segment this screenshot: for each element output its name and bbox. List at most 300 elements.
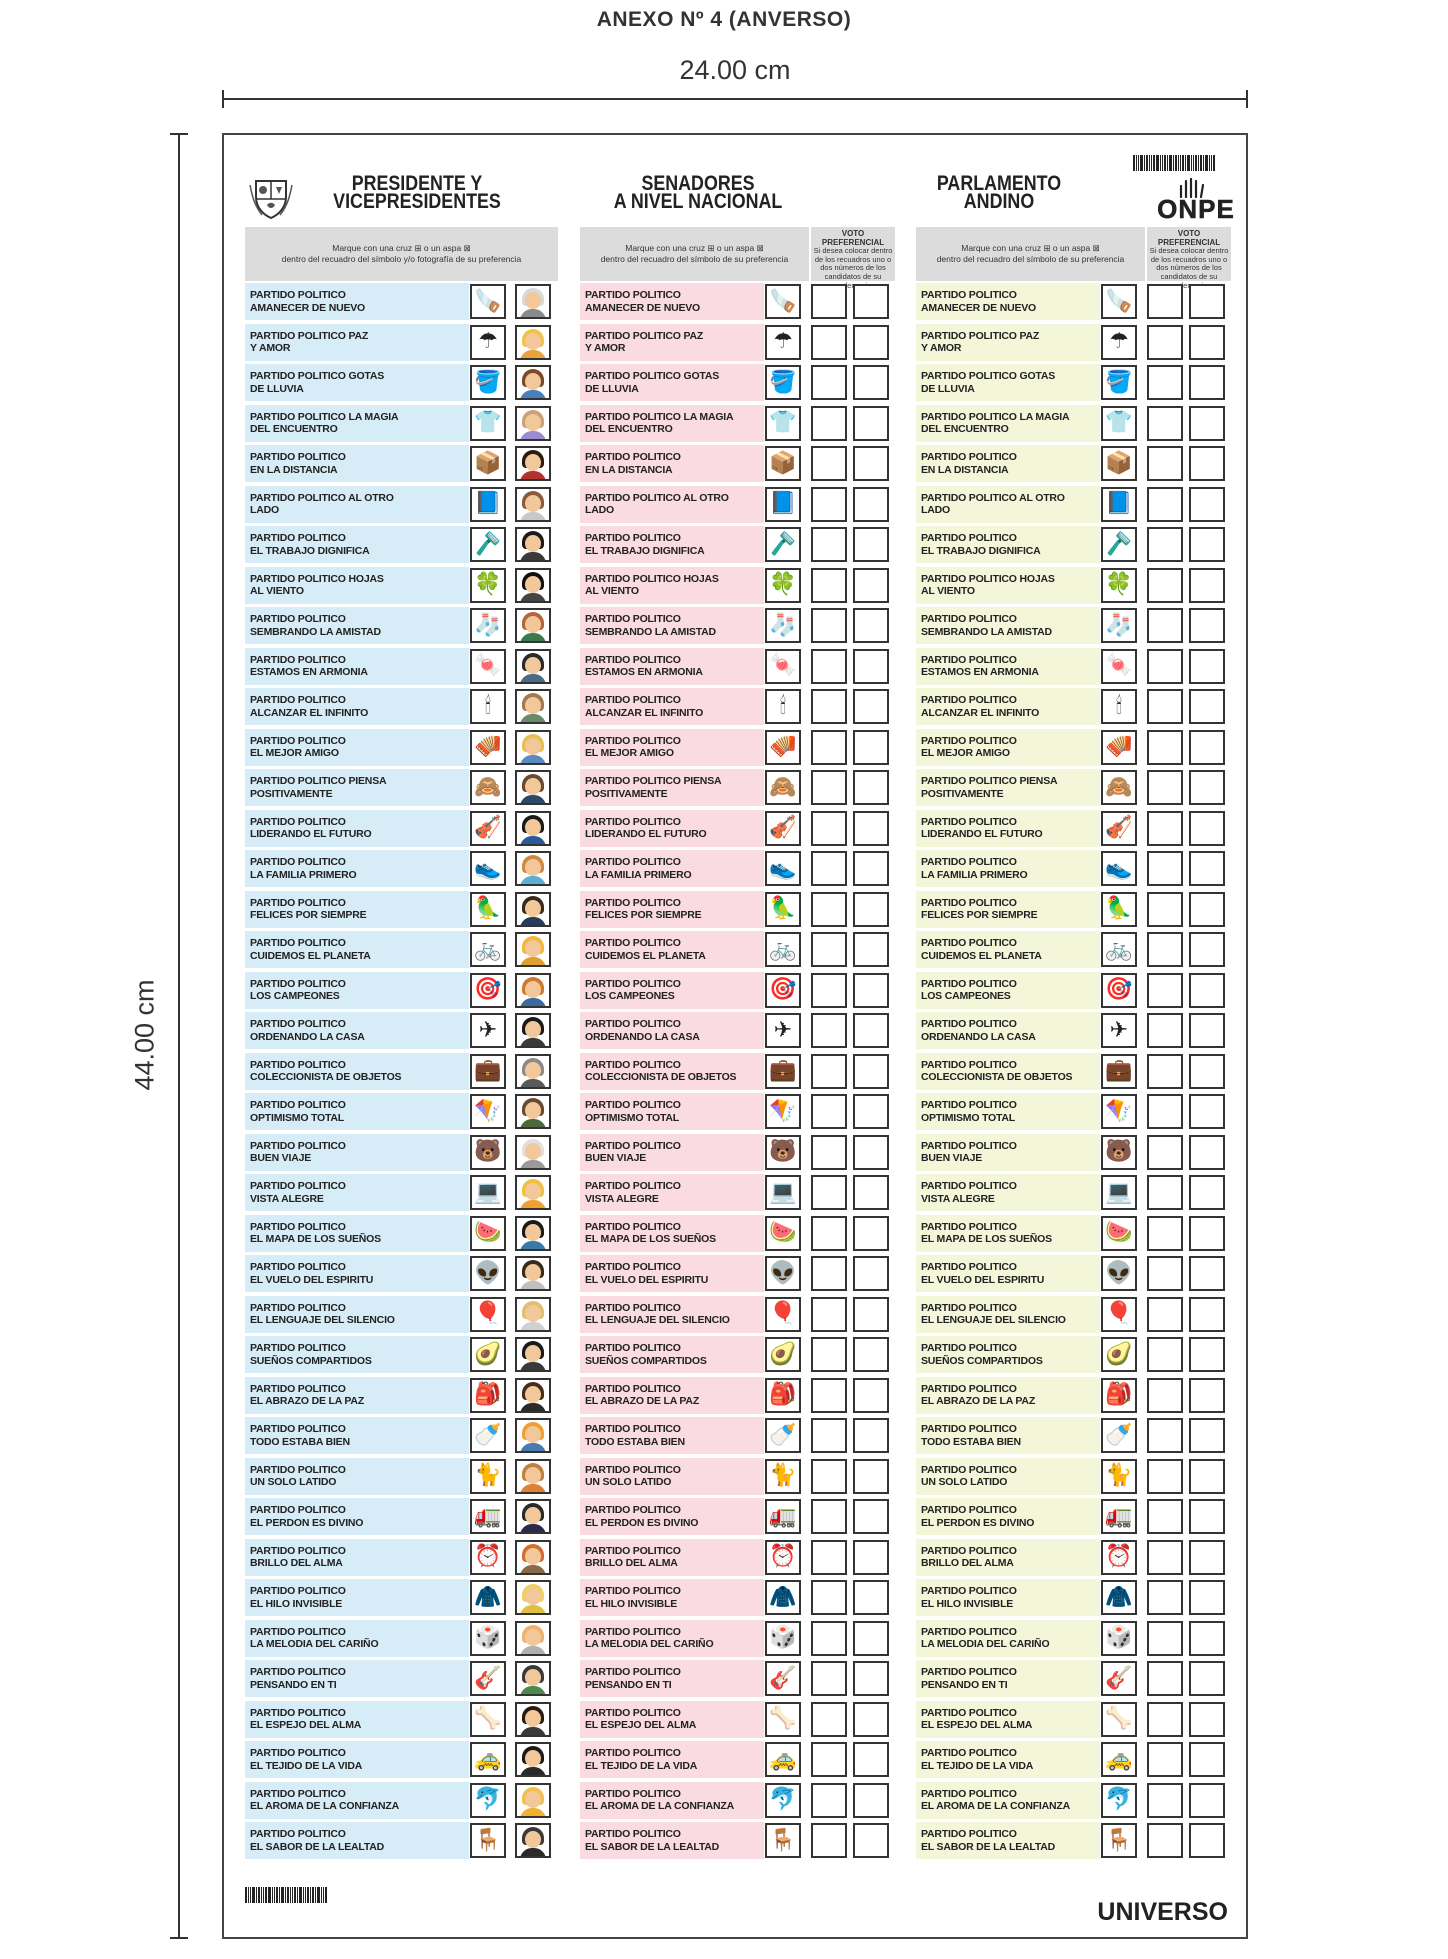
party-symbol-box-andino[interactable]	[1101, 1621, 1137, 1656]
candidate-photo[interactable]	[515, 1783, 551, 1818]
preferential-vote-box-senadores-1[interactable]	[811, 811, 847, 846]
preferential-vote-box-senadores-1[interactable]	[811, 1094, 847, 1129]
candidate-photo[interactable]	[515, 487, 551, 522]
candidate-photo[interactable]	[515, 649, 551, 684]
party-symbol-box-andino[interactable]	[1101, 1094, 1137, 1129]
preferential-vote-box-andino-1[interactable]	[1147, 811, 1183, 846]
preferential-vote-box-andino-1[interactable]	[1147, 689, 1183, 724]
preferential-vote-box-andino-1[interactable]	[1147, 325, 1183, 360]
preferential-vote-box-andino-2[interactable]	[1189, 851, 1225, 886]
party-symbol-box-senadores[interactable]	[765, 1054, 801, 1089]
candidate-photo[interactable]	[515, 1054, 551, 1089]
preferential-vote-box-andino-2[interactable]	[1189, 446, 1225, 481]
party-symbol-box-andino[interactable]	[1101, 1459, 1137, 1494]
preferential-vote-box-senadores-2[interactable]	[853, 770, 889, 805]
preferential-vote-box-senadores-2[interactable]	[853, 1661, 889, 1696]
candidate-photo[interactable]	[515, 1702, 551, 1737]
preferential-vote-box-senadores-2[interactable]	[853, 1823, 889, 1858]
candidate-photo[interactable]	[515, 1418, 551, 1453]
preferential-vote-box-andino-1[interactable]	[1147, 568, 1183, 603]
party-symbol-box-senadores[interactable]	[765, 932, 801, 967]
party-symbol-box-andino[interactable]	[1101, 1580, 1137, 1615]
candidate-photo[interactable]	[515, 1135, 551, 1170]
party-symbol-box-andino[interactable]	[1101, 406, 1137, 441]
party-symbol-box-senadores[interactable]	[765, 406, 801, 441]
party-symbol-box-presidente[interactable]	[470, 1459, 506, 1494]
preferential-vote-box-senadores-1[interactable]	[811, 365, 847, 400]
party-symbol-box-andino[interactable]	[1101, 568, 1137, 603]
party-symbol-box-presidente[interactable]	[470, 608, 506, 643]
party-symbol-box-senadores[interactable]	[765, 1135, 801, 1170]
party-symbol-box-andino[interactable]	[1101, 811, 1137, 846]
preferential-vote-box-senadores-2[interactable]	[853, 1621, 889, 1656]
party-symbol-box-andino[interactable]	[1101, 527, 1137, 562]
party-symbol-box-andino[interactable]	[1101, 487, 1137, 522]
party-symbol-box-senadores[interactable]	[765, 527, 801, 562]
party-symbol-box-senadores[interactable]	[765, 284, 801, 319]
preferential-vote-box-andino-2[interactable]	[1189, 1783, 1225, 1818]
preferential-vote-box-andino-2[interactable]	[1189, 1175, 1225, 1210]
preferential-vote-box-andino-1[interactable]	[1147, 1823, 1183, 1858]
preferential-vote-box-senadores-1[interactable]	[811, 1054, 847, 1089]
preferential-vote-box-andino-1[interactable]	[1147, 527, 1183, 562]
party-symbol-box-senadores[interactable]	[765, 1621, 801, 1656]
party-symbol-box-andino[interactable]	[1101, 1013, 1137, 1048]
party-symbol-box-presidente[interactable]	[470, 1742, 506, 1777]
preferential-vote-box-senadores-2[interactable]	[853, 1459, 889, 1494]
preferential-vote-box-senadores-1[interactable]	[811, 1135, 847, 1170]
candidate-photo[interactable]	[515, 932, 551, 967]
preferential-vote-box-senadores-1[interactable]	[811, 527, 847, 562]
party-symbol-box-presidente[interactable]	[470, 1783, 506, 1818]
preferential-vote-box-andino-2[interactable]	[1189, 730, 1225, 765]
preferential-vote-box-andino-1[interactable]	[1147, 1621, 1183, 1656]
preferential-vote-box-andino-2[interactable]	[1189, 325, 1225, 360]
preferential-vote-box-senadores-2[interactable]	[853, 1580, 889, 1615]
preferential-vote-box-andino-2[interactable]	[1189, 1661, 1225, 1696]
party-symbol-box-andino[interactable]	[1101, 932, 1137, 967]
party-symbol-box-presidente[interactable]	[470, 1661, 506, 1696]
party-symbol-box-presidente[interactable]	[470, 284, 506, 319]
party-symbol-box-senadores[interactable]	[765, 1297, 801, 1332]
preferential-vote-box-andino-2[interactable]	[1189, 1094, 1225, 1129]
preferential-vote-box-senadores-2[interactable]	[853, 1216, 889, 1251]
party-symbol-box-andino[interactable]	[1101, 284, 1137, 319]
party-symbol-box-andino[interactable]	[1101, 1823, 1137, 1858]
preferential-vote-box-andino-2[interactable]	[1189, 1499, 1225, 1534]
preferential-vote-box-senadores-1[interactable]	[811, 851, 847, 886]
party-symbol-box-presidente[interactable]	[470, 1621, 506, 1656]
preferential-vote-box-andino-1[interactable]	[1147, 487, 1183, 522]
party-symbol-box-senadores[interactable]	[765, 1337, 801, 1372]
preferential-vote-box-senadores-1[interactable]	[811, 1175, 847, 1210]
party-symbol-box-presidente[interactable]	[470, 1216, 506, 1251]
preferential-vote-box-andino-1[interactable]	[1147, 1135, 1183, 1170]
party-symbol-box-andino[interactable]	[1101, 770, 1137, 805]
party-symbol-box-senadores[interactable]	[765, 1175, 801, 1210]
party-symbol-box-senadores[interactable]	[765, 1661, 801, 1696]
preferential-vote-box-andino-1[interactable]	[1147, 1540, 1183, 1575]
preferential-vote-box-andino-2[interactable]	[1189, 527, 1225, 562]
party-symbol-box-andino[interactable]	[1101, 1256, 1137, 1291]
candidate-photo[interactable]	[515, 730, 551, 765]
party-symbol-box-presidente[interactable]	[470, 1580, 506, 1615]
preferential-vote-box-andino-2[interactable]	[1189, 689, 1225, 724]
preferential-vote-box-senadores-1[interactable]	[811, 406, 847, 441]
party-symbol-box-andino[interactable]	[1101, 325, 1137, 360]
party-symbol-box-andino[interactable]	[1101, 851, 1137, 886]
preferential-vote-box-andino-1[interactable]	[1147, 1661, 1183, 1696]
candidate-photo[interactable]	[515, 568, 551, 603]
preferential-vote-box-senadores-1[interactable]	[811, 1499, 847, 1534]
preferential-vote-box-senadores-2[interactable]	[853, 284, 889, 319]
preferential-vote-box-andino-1[interactable]	[1147, 365, 1183, 400]
party-symbol-box-presidente[interactable]	[470, 649, 506, 684]
preferential-vote-box-andino-1[interactable]	[1147, 973, 1183, 1008]
party-symbol-box-andino[interactable]	[1101, 1135, 1137, 1170]
party-symbol-box-presidente[interactable]	[470, 487, 506, 522]
party-symbol-box-senadores[interactable]	[765, 1216, 801, 1251]
party-symbol-box-presidente[interactable]	[470, 851, 506, 886]
preferential-vote-box-senadores-2[interactable]	[853, 527, 889, 562]
preferential-vote-box-senadores-2[interactable]	[853, 649, 889, 684]
party-symbol-box-senadores[interactable]	[765, 1783, 801, 1818]
preferential-vote-box-andino-1[interactable]	[1147, 608, 1183, 643]
party-symbol-box-andino[interactable]	[1101, 1702, 1137, 1737]
preferential-vote-box-senadores-2[interactable]	[853, 1013, 889, 1048]
party-symbol-box-presidente[interactable]	[470, 1378, 506, 1413]
party-symbol-box-senadores[interactable]	[765, 730, 801, 765]
preferential-vote-box-andino-1[interactable]	[1147, 851, 1183, 886]
preferential-vote-box-senadores-2[interactable]	[853, 1418, 889, 1453]
preferential-vote-box-andino-2[interactable]	[1189, 406, 1225, 441]
preferential-vote-box-senadores-2[interactable]	[853, 1094, 889, 1129]
preferential-vote-box-andino-2[interactable]	[1189, 649, 1225, 684]
preferential-vote-box-andino-2[interactable]	[1189, 1256, 1225, 1291]
party-symbol-box-presidente[interactable]	[470, 1297, 506, 1332]
candidate-photo[interactable]	[515, 1580, 551, 1615]
preferential-vote-box-senadores-2[interactable]	[853, 730, 889, 765]
party-symbol-box-presidente[interactable]	[470, 1702, 506, 1737]
party-symbol-box-andino[interactable]	[1101, 689, 1137, 724]
preferential-vote-box-senadores-1[interactable]	[811, 1783, 847, 1818]
preferential-vote-box-senadores-2[interactable]	[853, 608, 889, 643]
party-symbol-box-presidente[interactable]	[470, 446, 506, 481]
candidate-photo[interactable]	[515, 811, 551, 846]
candidate-photo[interactable]	[515, 1256, 551, 1291]
preferential-vote-box-andino-1[interactable]	[1147, 1256, 1183, 1291]
preferential-vote-box-andino-2[interactable]	[1189, 568, 1225, 603]
preferential-vote-box-andino-2[interactable]	[1189, 1216, 1225, 1251]
preferential-vote-box-andino-1[interactable]	[1147, 284, 1183, 319]
party-symbol-box-andino[interactable]	[1101, 1054, 1137, 1089]
party-symbol-box-andino[interactable]	[1101, 1783, 1137, 1818]
preferential-vote-box-andino-2[interactable]	[1189, 1580, 1225, 1615]
party-symbol-box-senadores[interactable]	[765, 568, 801, 603]
party-symbol-box-senadores[interactable]	[765, 689, 801, 724]
preferential-vote-box-andino-2[interactable]	[1189, 284, 1225, 319]
preferential-vote-box-senadores-2[interactable]	[853, 1337, 889, 1372]
preferential-vote-box-senadores-1[interactable]	[811, 1378, 847, 1413]
candidate-photo[interactable]	[515, 1661, 551, 1696]
party-symbol-box-presidente[interactable]	[470, 527, 506, 562]
party-symbol-box-senadores[interactable]	[765, 1580, 801, 1615]
preferential-vote-box-senadores-1[interactable]	[811, 487, 847, 522]
party-symbol-box-andino[interactable]	[1101, 446, 1137, 481]
party-symbol-box-senadores[interactable]	[765, 1256, 801, 1291]
preferential-vote-box-senadores-1[interactable]	[811, 932, 847, 967]
candidate-photo[interactable]	[515, 1459, 551, 1494]
party-symbol-box-senadores[interactable]	[765, 1823, 801, 1858]
party-symbol-box-presidente[interactable]	[470, 1499, 506, 1534]
preferential-vote-box-senadores-2[interactable]	[853, 973, 889, 1008]
party-symbol-box-senadores[interactable]	[765, 811, 801, 846]
preferential-vote-box-andino-1[interactable]	[1147, 1580, 1183, 1615]
preferential-vote-box-senadores-2[interactable]	[853, 1297, 889, 1332]
preferential-vote-box-senadores-2[interactable]	[853, 446, 889, 481]
preferential-vote-box-andino-2[interactable]	[1189, 1013, 1225, 1048]
preferential-vote-box-senadores-1[interactable]	[811, 1580, 847, 1615]
preferential-vote-box-andino-2[interactable]	[1189, 1378, 1225, 1413]
preferential-vote-box-senadores-1[interactable]	[811, 1661, 847, 1696]
party-symbol-box-andino[interactable]	[1101, 1661, 1137, 1696]
preferential-vote-box-andino-1[interactable]	[1147, 1459, 1183, 1494]
party-symbol-box-presidente[interactable]	[470, 1175, 506, 1210]
party-symbol-box-senadores[interactable]	[765, 1418, 801, 1453]
preferential-vote-box-andino-1[interactable]	[1147, 1499, 1183, 1534]
party-symbol-box-andino[interactable]	[1101, 365, 1137, 400]
preferential-vote-box-andino-1[interactable]	[1147, 1013, 1183, 1048]
preferential-vote-box-senadores-1[interactable]	[811, 1459, 847, 1494]
preferential-vote-box-andino-1[interactable]	[1147, 1094, 1183, 1129]
party-symbol-box-andino[interactable]	[1101, 608, 1137, 643]
preferential-vote-box-andino-1[interactable]	[1147, 1297, 1183, 1332]
candidate-photo[interactable]	[515, 1175, 551, 1210]
preferential-vote-box-senadores-1[interactable]	[811, 1702, 847, 1737]
party-symbol-box-senadores[interactable]	[765, 1702, 801, 1737]
candidate-photo[interactable]	[515, 770, 551, 805]
party-symbol-box-senadores[interactable]	[765, 892, 801, 927]
party-symbol-box-andino[interactable]	[1101, 1742, 1137, 1777]
preferential-vote-box-senadores-1[interactable]	[811, 608, 847, 643]
preferential-vote-box-andino-2[interactable]	[1189, 1297, 1225, 1332]
preferential-vote-box-senadores-1[interactable]	[811, 1297, 847, 1332]
preferential-vote-box-senadores-1[interactable]	[811, 1540, 847, 1575]
party-symbol-box-presidente[interactable]	[470, 365, 506, 400]
party-symbol-box-presidente[interactable]	[470, 1135, 506, 1170]
preferential-vote-box-andino-2[interactable]	[1189, 1702, 1225, 1737]
preferential-vote-box-senadores-1[interactable]	[811, 1216, 847, 1251]
party-symbol-box-senadores[interactable]	[765, 1499, 801, 1534]
preferential-vote-box-senadores-2[interactable]	[853, 1135, 889, 1170]
preferential-vote-box-andino-1[interactable]	[1147, 649, 1183, 684]
preferential-vote-box-senadores-2[interactable]	[853, 851, 889, 886]
preferential-vote-box-andino-2[interactable]	[1189, 1540, 1225, 1575]
preferential-vote-box-senadores-2[interactable]	[853, 406, 889, 441]
party-symbol-box-senadores[interactable]	[765, 487, 801, 522]
candidate-photo[interactable]	[515, 406, 551, 441]
preferential-vote-box-senadores-2[interactable]	[853, 1378, 889, 1413]
candidate-photo[interactable]	[515, 973, 551, 1008]
candidate-photo[interactable]	[515, 325, 551, 360]
party-symbol-box-senadores[interactable]	[765, 1013, 801, 1048]
preferential-vote-box-senadores-2[interactable]	[853, 689, 889, 724]
preferential-vote-box-andino-2[interactable]	[1189, 1823, 1225, 1858]
candidate-photo[interactable]	[515, 608, 551, 643]
party-symbol-box-presidente[interactable]	[470, 811, 506, 846]
party-symbol-box-presidente[interactable]	[470, 730, 506, 765]
preferential-vote-box-andino-2[interactable]	[1189, 1418, 1225, 1453]
preferential-vote-box-andino-1[interactable]	[1147, 1337, 1183, 1372]
preferential-vote-box-senadores-1[interactable]	[811, 730, 847, 765]
candidate-photo[interactable]	[515, 1540, 551, 1575]
candidate-photo[interactable]	[515, 284, 551, 319]
candidate-photo[interactable]	[515, 1378, 551, 1413]
candidate-photo[interactable]	[515, 1337, 551, 1372]
preferential-vote-box-andino-2[interactable]	[1189, 1135, 1225, 1170]
preferential-vote-box-senadores-1[interactable]	[811, 1823, 847, 1858]
candidate-photo[interactable]	[515, 1742, 551, 1777]
party-symbol-box-andino[interactable]	[1101, 1418, 1137, 1453]
party-symbol-box-senadores[interactable]	[765, 1459, 801, 1494]
party-symbol-box-andino[interactable]	[1101, 1337, 1137, 1372]
party-symbol-box-senadores[interactable]	[765, 1742, 801, 1777]
candidate-photo[interactable]	[515, 1621, 551, 1656]
candidate-photo[interactable]	[515, 1216, 551, 1251]
party-symbol-box-presidente[interactable]	[470, 892, 506, 927]
preferential-vote-box-andino-2[interactable]	[1189, 892, 1225, 927]
party-symbol-box-andino[interactable]	[1101, 1175, 1137, 1210]
preferential-vote-box-andino-2[interactable]	[1189, 1054, 1225, 1089]
preferential-vote-box-andino-1[interactable]	[1147, 1783, 1183, 1818]
candidate-photo[interactable]	[515, 689, 551, 724]
party-symbol-box-presidente[interactable]	[470, 1054, 506, 1089]
preferential-vote-box-senadores-1[interactable]	[811, 649, 847, 684]
preferential-vote-box-andino-2[interactable]	[1189, 608, 1225, 643]
party-symbol-box-senadores[interactable]	[765, 325, 801, 360]
preferential-vote-box-andino-2[interactable]	[1189, 1459, 1225, 1494]
preferential-vote-box-senadores-1[interactable]	[811, 1256, 847, 1291]
party-symbol-box-senadores[interactable]	[765, 1094, 801, 1129]
preferential-vote-box-senadores-1[interactable]	[811, 892, 847, 927]
party-symbol-box-senadores[interactable]	[765, 608, 801, 643]
preferential-vote-box-senadores-1[interactable]	[811, 770, 847, 805]
party-symbol-box-andino[interactable]	[1101, 1378, 1137, 1413]
preferential-vote-box-andino-1[interactable]	[1147, 446, 1183, 481]
party-symbol-box-senadores[interactable]	[765, 446, 801, 481]
party-symbol-box-presidente[interactable]	[470, 1094, 506, 1129]
party-symbol-box-andino[interactable]	[1101, 1216, 1137, 1251]
preferential-vote-box-senadores-1[interactable]	[811, 1621, 847, 1656]
party-symbol-box-presidente[interactable]	[470, 770, 506, 805]
preferential-vote-box-andino-2[interactable]	[1189, 1337, 1225, 1372]
preferential-vote-box-andino-2[interactable]	[1189, 487, 1225, 522]
preferential-vote-box-senadores-2[interactable]	[853, 325, 889, 360]
party-symbol-box-presidente[interactable]	[470, 1540, 506, 1575]
preferential-vote-box-andino-2[interactable]	[1189, 1742, 1225, 1777]
party-symbol-box-presidente[interactable]	[470, 1256, 506, 1291]
preferential-vote-box-andino-2[interactable]	[1189, 811, 1225, 846]
party-symbol-box-senadores[interactable]	[765, 365, 801, 400]
preferential-vote-box-andino-1[interactable]	[1147, 932, 1183, 967]
preferential-vote-box-senadores-2[interactable]	[853, 487, 889, 522]
party-symbol-box-andino[interactable]	[1101, 730, 1137, 765]
preferential-vote-box-senadores-1[interactable]	[811, 1013, 847, 1048]
candidate-photo[interactable]	[515, 365, 551, 400]
preferential-vote-box-andino-1[interactable]	[1147, 1378, 1183, 1413]
preferential-vote-box-andino-1[interactable]	[1147, 1742, 1183, 1777]
preferential-vote-box-senadores-1[interactable]	[811, 284, 847, 319]
preferential-vote-box-andino-2[interactable]	[1189, 365, 1225, 400]
candidate-photo[interactable]	[515, 527, 551, 562]
candidate-photo[interactable]	[515, 1297, 551, 1332]
party-symbol-box-presidente[interactable]	[470, 973, 506, 1008]
preferential-vote-box-andino-1[interactable]	[1147, 406, 1183, 441]
preferential-vote-box-andino-1[interactable]	[1147, 1418, 1183, 1453]
preferential-vote-box-senadores-2[interactable]	[853, 1256, 889, 1291]
preferential-vote-box-senadores-2[interactable]	[853, 932, 889, 967]
party-symbol-box-andino[interactable]	[1101, 892, 1137, 927]
preferential-vote-box-senadores-1[interactable]	[811, 689, 847, 724]
preferential-vote-box-senadores-2[interactable]	[853, 1499, 889, 1534]
preferential-vote-box-senadores-2[interactable]	[853, 568, 889, 603]
party-symbol-box-senadores[interactable]	[765, 649, 801, 684]
preferential-vote-box-andino-1[interactable]	[1147, 1216, 1183, 1251]
preferential-vote-box-senadores-2[interactable]	[853, 811, 889, 846]
preferential-vote-box-andino-1[interactable]	[1147, 892, 1183, 927]
preferential-vote-box-senadores-1[interactable]	[811, 446, 847, 481]
party-symbol-box-andino[interactable]	[1101, 1540, 1137, 1575]
party-symbol-box-presidente[interactable]	[470, 406, 506, 441]
preferential-vote-box-senadores-1[interactable]	[811, 325, 847, 360]
party-symbol-box-senadores[interactable]	[765, 851, 801, 886]
preferential-vote-box-andino-2[interactable]	[1189, 973, 1225, 1008]
party-symbol-box-presidente[interactable]	[470, 568, 506, 603]
candidate-photo[interactable]	[515, 446, 551, 481]
preferential-vote-box-senadores-2[interactable]	[853, 1054, 889, 1089]
preferential-vote-box-senadores-2[interactable]	[853, 1742, 889, 1777]
preferential-vote-box-andino-2[interactable]	[1189, 1621, 1225, 1656]
preferential-vote-box-andino-1[interactable]	[1147, 1054, 1183, 1089]
party-symbol-box-presidente[interactable]	[470, 1337, 506, 1372]
party-symbol-box-andino[interactable]	[1101, 973, 1137, 1008]
candidate-photo[interactable]	[515, 1499, 551, 1534]
party-symbol-box-presidente[interactable]	[470, 932, 506, 967]
preferential-vote-box-senadores-1[interactable]	[811, 1742, 847, 1777]
party-symbol-box-presidente[interactable]	[470, 1418, 506, 1453]
preferential-vote-box-senadores-2[interactable]	[853, 365, 889, 400]
preferential-vote-box-senadores-1[interactable]	[811, 568, 847, 603]
candidate-photo[interactable]	[515, 892, 551, 927]
preferential-vote-box-senadores-1[interactable]	[811, 1418, 847, 1453]
preferential-vote-box-senadores-2[interactable]	[853, 1702, 889, 1737]
party-symbol-box-presidente[interactable]	[470, 1823, 506, 1858]
party-symbol-box-senadores[interactable]	[765, 1378, 801, 1413]
preferential-vote-box-senadores-2[interactable]	[853, 1175, 889, 1210]
preferential-vote-box-andino-2[interactable]	[1189, 932, 1225, 967]
party-symbol-box-senadores[interactable]	[765, 770, 801, 805]
candidate-photo[interactable]	[515, 1013, 551, 1048]
party-symbol-box-presidente[interactable]	[470, 1013, 506, 1048]
preferential-vote-box-andino-2[interactable]	[1189, 770, 1225, 805]
preferential-vote-box-senadores-2[interactable]	[853, 1540, 889, 1575]
preferential-vote-box-andino-1[interactable]	[1147, 770, 1183, 805]
preferential-vote-box-senadores-2[interactable]	[853, 892, 889, 927]
candidate-photo[interactable]	[515, 1823, 551, 1858]
preferential-vote-box-senadores-2[interactable]	[853, 1783, 889, 1818]
party-symbol-box-andino[interactable]	[1101, 1297, 1137, 1332]
candidate-photo[interactable]	[515, 851, 551, 886]
